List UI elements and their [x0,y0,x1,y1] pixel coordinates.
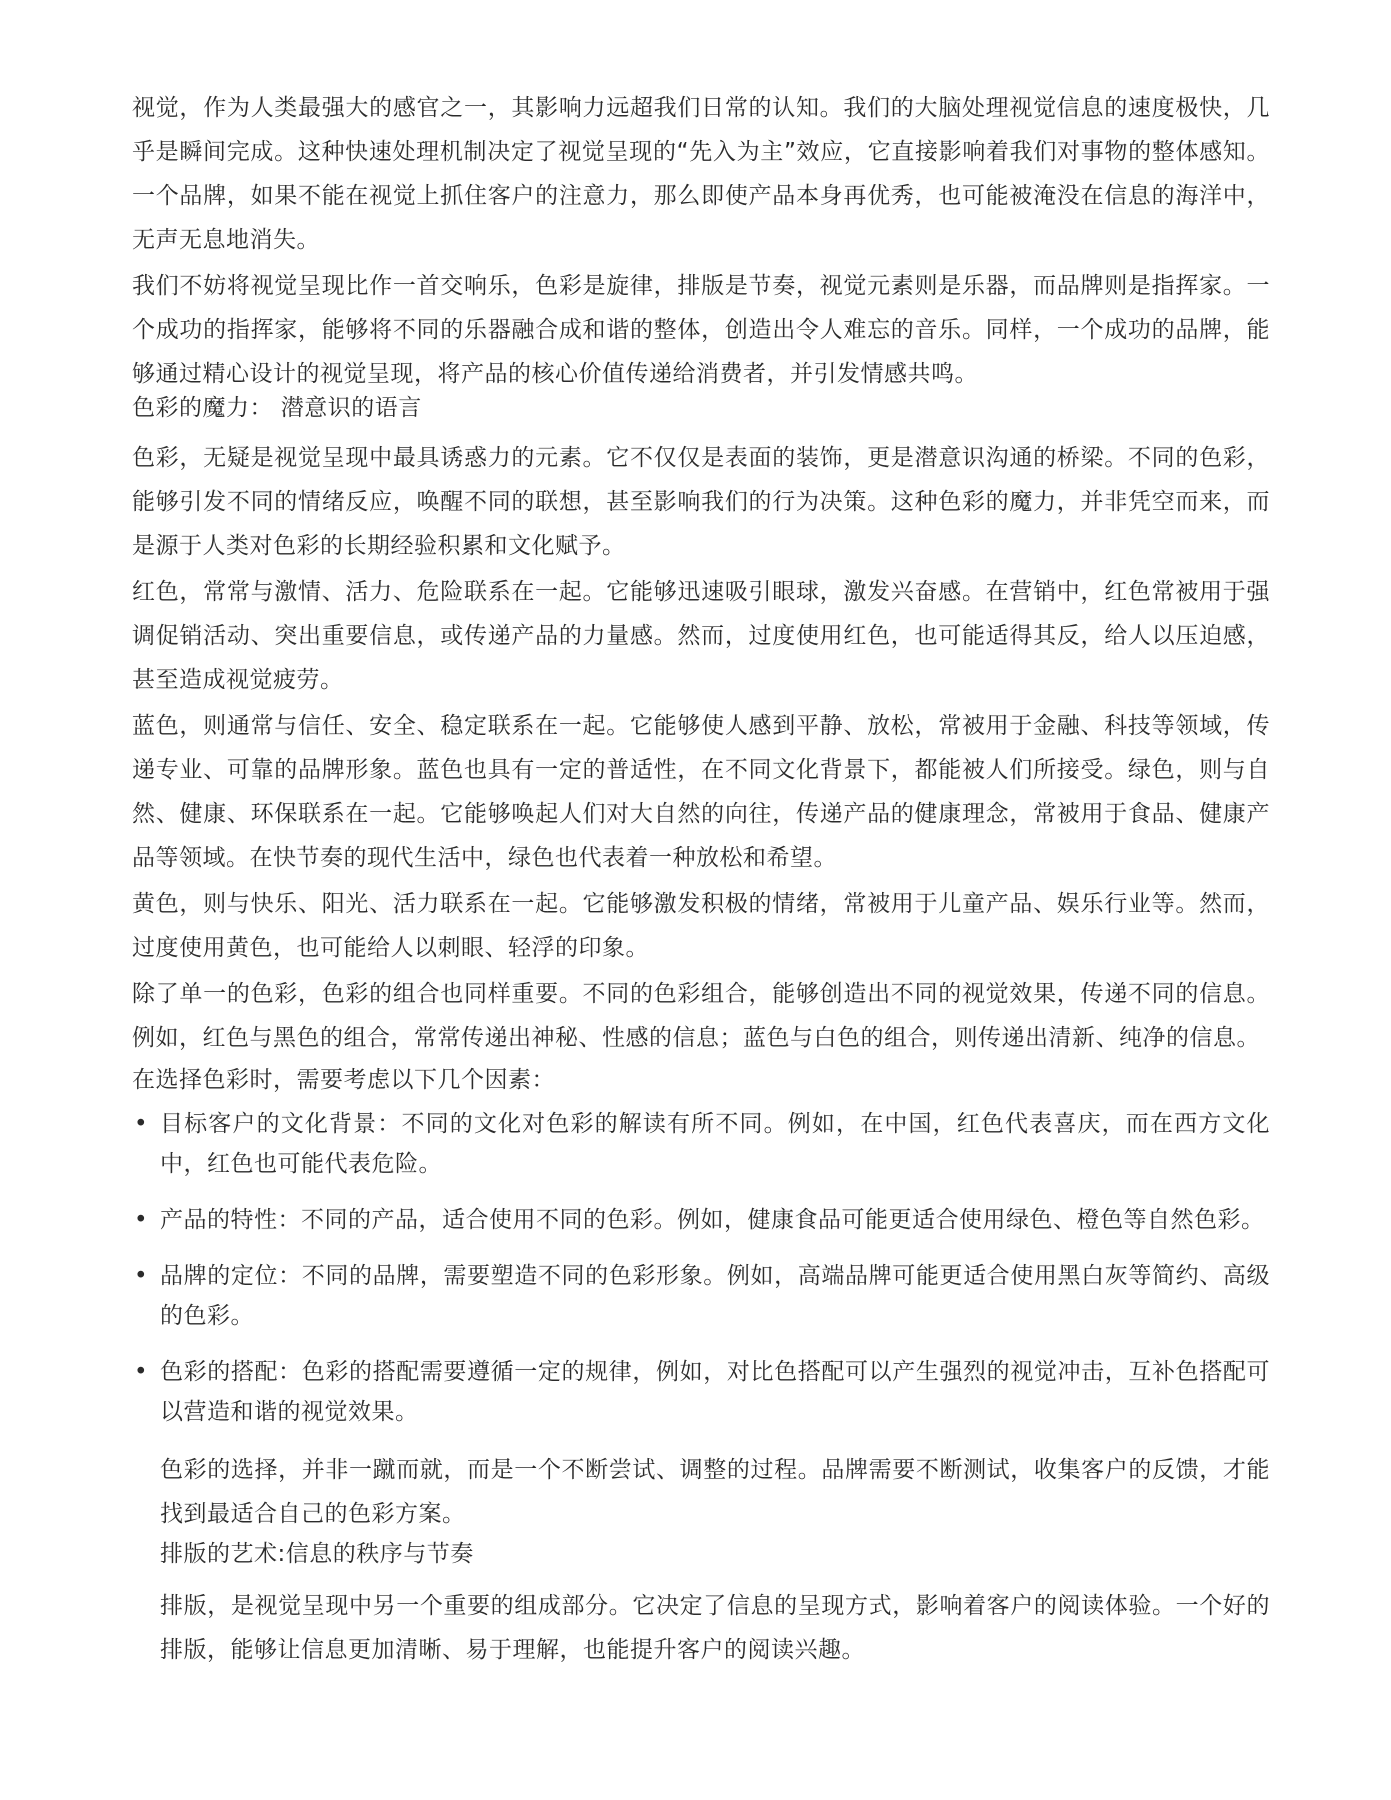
factors-lead: 在选择色彩时，需要考虑以下几个因素： [132,1067,555,1093]
bullet-icon: • [133,1359,149,1385]
document-body [132,86,1270,1672]
factor-text: 产品的特性：不同的产品，适合使用不同的色彩。例如，健康食品可能更适合使用绿色、橙色等自然色彩。 [160,1207,1265,1233]
factor-text: 目标客户的文化背景：不同的文化对色彩的解读有所不同。例如，在中国，红色代表喜庆，而在西方文化中，红色也可能代表危险。 [160,1111,1270,1177]
bullet-icon: • [133,1207,149,1233]
intro-paragraph-1: 视觉，作为人类最强大的感官之一，其影响力远超我们日常的认知。我们的大脑处理视觉信息的速度极快，几乎是瞬间完成。这种快速处理机制决定了视觉呈现的“先入为主”效应，它直接影响着我们对事物的整体感知。一个品牌，如果不能在视觉上抓住客户的注意力，那么即使产品本身再优秀，也可能被淹没在信息的海洋中，无声无息地消失。 [132,95,1270,253]
factor-text: 品牌的定位：不同的品牌，需要塑造不同的色彩形象。例如，高端品牌可能更适合使用黑白灰等简约、高级的色彩。 [160,1263,1270,1329]
bullet-icon: • [133,1111,149,1137]
list-item [132,1104,1270,1184]
list-item [132,1256,1270,1336]
factors-list [132,1104,1270,1432]
section-heading-color: 色彩的魔力： 潜意识的语言 [132,395,422,421]
section-heading-typography: 排版的艺术:信息的秩序与节奏 [160,1541,474,1567]
list-item [132,1352,1270,1432]
color-closing-paragraph: 色彩的选择，并非一蹴而就，而是一个不断尝试、调整的过程。品牌需要不断测试，收集客户的反馈，才能找到最适合自己的色彩方案。 [160,1457,1270,1527]
intro-paragraph-2: 我们不妨将视觉呈现比作一首交响乐，色彩是旋律，排版是节奏，视觉元素则是乐器，而品牌则是指挥家。一个成功的指挥家，能够将不同的乐器融合成和谐的整体，创造出令人难忘的音乐。同样，一个成功的品牌，能够通过精心设计的视觉呈现，将产品的核心价值传递给消费者，并引发情感共鸣。 [132,273,1270,387]
color-paragraph-combination: 除了单一的色彩，色彩的组合也同样重要。不同的色彩组合，能够创造出不同的视觉效果，传递不同的信息。例如，红色与黑色的组合，常常传递出神秘、性感的信息；蓝色与白色的组合，则传递出清新、纯净的信息。 [132,981,1270,1051]
bullet-icon: • [133,1263,149,1289]
factor-text: 色彩的搭配：色彩的搭配需要遵循一定的规律，例如，对比色搭配可以产生强烈的视觉冲击，互补色搭配可以营造和谐的视觉效果。 [160,1359,1270,1425]
typography-paragraph: 排版，是视觉呈现中另一个重要的组成部分。它决定了信息的呈现方式，影响着客户的阅读体验。一个好的排版，能够让信息更加清晰、易于理解，也能提升客户的阅读兴趣。 [160,1593,1270,1663]
color-paragraph-red: 红色，常常与激情、活力、危险联系在一起。它能够迅速吸引眼球，激发兴奋感。在营销中，红色常被用于强调促销活动、突出重要信息，或传递产品的力量感。然而，过度使用红色，也可能适得其反，给人以压迫感，甚至造成视觉疲劳。 [132,579,1270,693]
color-paragraph-blue-green: 蓝色，则通常与信任、安全、稳定联系在一起。它能够使人感到平静、放松，常被用于金融、科技等领域，传递专业、可靠的品牌形象。蓝色也具有一定的普适性，在不同文化背景下，都能被人们所接受。绿色，则与自然、健康、环保联系在一起。它能够唤起人们对大自然的向往，传递产品的健康理念，常被用于食品、健康产品等领域。在快节奏的现代生活中，绿色也代表着一种放松和希望。 [132,713,1270,871]
indented-block [132,1448,1270,1672]
color-paragraph-1: 色彩，无疑是视觉呈现中最具诱惑力的元素。它不仅仅是表面的装饰，更是潜意识沟通的桥梁。不同的色彩，能够引发不同的情绪反应，唤醒不同的联想，甚至影响我们的行为决策。这种色彩的魔力，并非凭空而来，而是源于人类对色彩的长期经验积累和文化赋予。 [132,445,1270,559]
list-item [132,1200,1270,1240]
color-paragraph-yellow: 黄色，则与快乐、阳光、活力联系在一起。它能够激发积极的情绪，常被用于儿童产品、娱乐行业等。然而，过度使用黄色，也可能给人以刺眼、轻浮的印象。 [132,891,1270,961]
